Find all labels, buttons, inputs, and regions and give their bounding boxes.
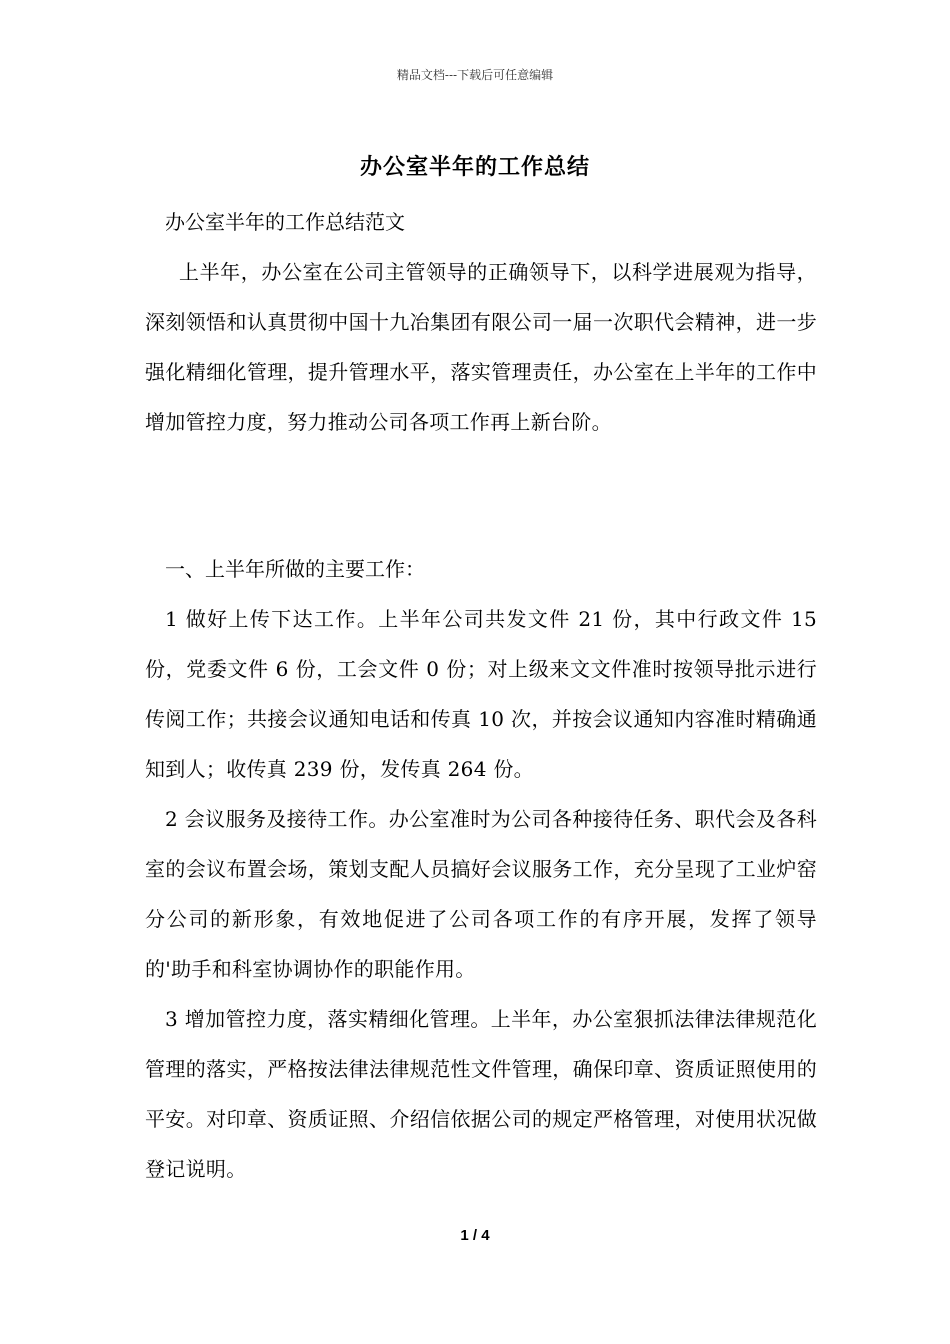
document-subtitle: 办公室半年的工作总结范文 (165, 210, 405, 234)
section-heading: 一、上半年所做的主要工作： (165, 557, 425, 581)
intro-paragraph: 上半年，办公室在公司主管领导的正确领导下，以科学进展观为指导，深刻领悟和认真贯彻中国十九冶集团有限公司一届一次职代会精神，进一步强化精细化管理，提升管理水平，落实管理责任，办公室在上半年的工作中增加管控力度，努力推动公司各项工作再上新台阶。 (145, 260, 817, 434)
work-item-1: 1 做好上传下达工作。上半年公司共发文件 21 份，其中行政文件 15 份，党委文件 6 份，工会文件 0 份；对上级来文文件准时按领导批示进行传阅工作；共接会议通知电话和传真 10 次，并按会议通知内容准时精确通知到人；收传真 239 份，发传真 264 份。 (145, 607, 817, 781)
header-note: 精品文档---下载后可任意编辑 (396, 68, 554, 82)
work-item-3: 3 增加管控力度，落实精细化管理。上半年，办公室狠抓法律法律规范化管理的落实，严格按法律法律规范性文件管理，确保印章、资质证照使用的平安。对印章、资质证照、介绍信依据公司的规定严格管理，对使用状况做登记说明。 (145, 1007, 817, 1181)
document-title: 办公室半年的工作总结 (359, 154, 590, 180)
page-number: 1 / 4 (460, 1227, 490, 1244)
work-item-2: 2 会议服务及接待工作。办公室准时为公司各种接待任务、职代会及各科室的会议布置会场，策划支配人员搞好会议服务工作，充分呈现了工业炉窑分公司的新形象，有效地促进了公司各项工作的有序开展，发挥了领导的'助手和科室协调协作的职能作用。 (145, 807, 817, 981)
